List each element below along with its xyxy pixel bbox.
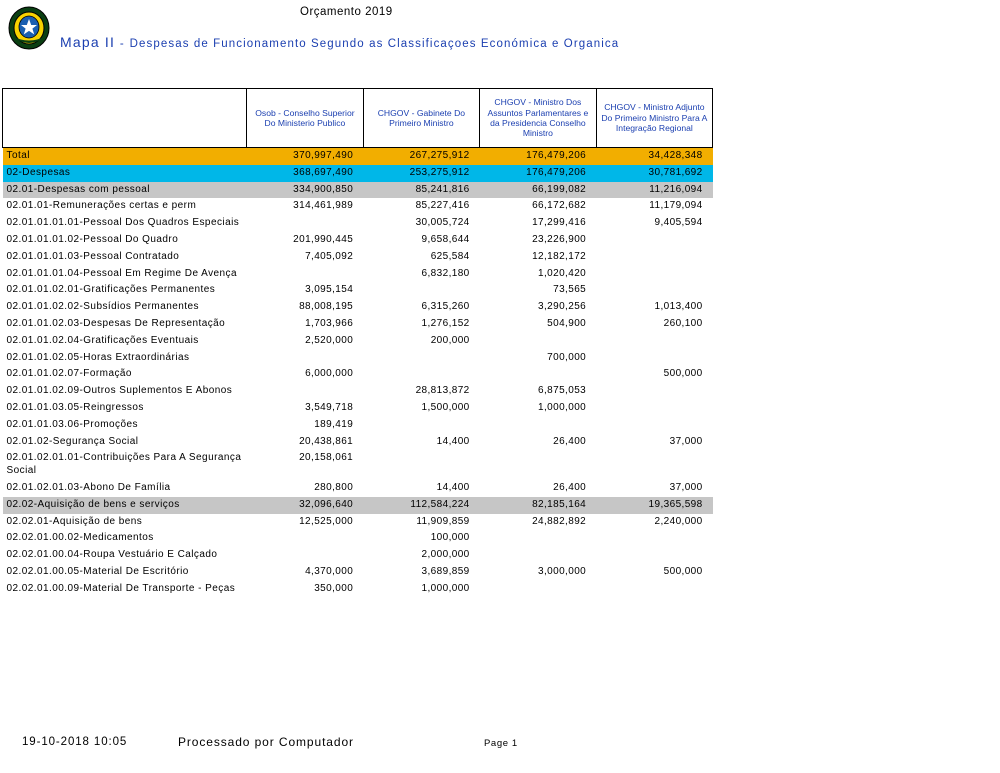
footer-page-number: Page 1 — [484, 738, 518, 749]
row-value: 176,479,206 — [480, 148, 596, 165]
row-description: 02.01.01.02.05-Horas Extraordinárias — [6, 351, 190, 363]
row-value: 314,461,989 — [293, 200, 354, 212]
row-value: 4,370,000 — [305, 565, 354, 577]
table-row — [3, 215, 969, 232]
row-description: 02-Despesas — [3, 165, 247, 182]
row-value — [596, 417, 712, 434]
row-value: 14,400 — [436, 481, 470, 493]
row-value: 3,549,718 — [305, 401, 354, 413]
row-description: 02.02.01.00.04-Roupa Vestuário E Calçado — [6, 549, 218, 561]
row-value: 6,832,180 — [421, 267, 470, 279]
row-value: 37,000 — [669, 435, 703, 447]
report-footer — [0, 730, 1000, 760]
table-row — [3, 383, 969, 400]
row-value: 370,997,490 — [247, 148, 363, 165]
row-description: 02.01.01.02.07-Formação — [6, 368, 132, 380]
row-value: 6,875,053 — [538, 385, 587, 397]
table-row — [3, 299, 969, 316]
row-value — [363, 366, 479, 383]
row-description: 02.01.02.01.01-Contribuições Para A Segurança Social — [6, 452, 242, 477]
row-value: 3,290,256 — [538, 301, 587, 313]
row-value: 334,900,850 — [247, 182, 363, 199]
row-value: 2,520,000 — [305, 334, 354, 346]
row-value: 85,227,416 — [415, 200, 470, 212]
row-spacer — [713, 366, 968, 383]
table-row — [3, 514, 969, 531]
row-spacer — [713, 547, 968, 564]
expenditure-table — [2, 88, 968, 598]
row-description: 02.01.01-Remunerações certas e perm — [6, 200, 197, 212]
row-value: 1,000,000 — [421, 582, 470, 594]
row-value: 100,000 — [430, 532, 470, 544]
row-value: 12,182,172 — [532, 250, 587, 262]
row-value — [363, 417, 479, 434]
row-description: 02.01.01.03.06-Promoções — [6, 418, 138, 430]
row-spacer — [713, 383, 968, 400]
row-value — [596, 333, 712, 350]
table-row — [3, 480, 969, 497]
row-value — [596, 581, 712, 598]
table-row — [3, 547, 969, 564]
table-row — [3, 249, 969, 266]
table-row — [3, 165, 969, 182]
row-value: 1,703,966 — [305, 317, 354, 329]
row-value: 201,990,445 — [293, 233, 354, 245]
table-row — [3, 333, 969, 350]
table-body — [3, 148, 969, 598]
row-value: 11,179,094 — [649, 200, 703, 212]
row-value: 88,008,195 — [299, 301, 354, 313]
row-spacer — [713, 450, 968, 480]
row-value — [596, 232, 712, 249]
row-spacer — [713, 564, 968, 581]
report-header — [0, 0, 1000, 70]
table-row — [3, 266, 969, 283]
map-heading — [60, 34, 619, 50]
row-value: 1,000,000 — [538, 401, 587, 413]
row-value: 85,241,816 — [363, 182, 479, 199]
table-row — [3, 581, 969, 598]
row-spacer — [713, 198, 968, 215]
row-value — [480, 581, 596, 598]
row-description: 02.01.01.01.03-Pessoal Contratado — [6, 250, 180, 262]
row-value — [596, 249, 712, 266]
row-value: 11,909,859 — [416, 515, 470, 527]
row-spacer — [713, 434, 968, 451]
row-value: 19,365,598 — [596, 497, 712, 514]
row-value: 32,096,640 — [247, 497, 363, 514]
row-value: 3,000,000 — [538, 565, 587, 577]
row-value: 500,000 — [663, 368, 703, 380]
row-spacer — [713, 480, 968, 497]
row-spacer — [713, 497, 968, 514]
row-description: 02.02-Aquisição de bens e serviços — [3, 497, 247, 514]
row-value: 20,438,861 — [299, 435, 354, 447]
row-value — [480, 450, 596, 480]
table-row — [3, 232, 969, 249]
row-description: 02.01.01.02.01-Gratificações Permanentes — [6, 284, 216, 296]
row-value: 200,000 — [430, 334, 470, 346]
row-spacer — [713, 417, 968, 434]
row-value — [596, 547, 712, 564]
row-value: 9,405,594 — [654, 217, 703, 229]
row-value: 368,697,490 — [247, 165, 363, 182]
column-header-chgov-adjunto: CHGOV - Ministro Adjunto Do Primeiro Ministro Para A Integração Regional — [596, 89, 712, 148]
row-value: 37,000 — [669, 481, 703, 493]
row-spacer — [713, 266, 968, 283]
row-spacer — [713, 165, 968, 182]
row-spacer — [713, 350, 968, 367]
row-value — [596, 450, 712, 480]
row-spacer — [713, 530, 968, 547]
row-value: 28,813,872 — [415, 385, 470, 397]
row-value — [247, 547, 363, 564]
map-label: Mapa II — [60, 34, 116, 50]
row-value: 350,000 — [314, 582, 354, 594]
row-description: Total — [3, 148, 247, 165]
row-value: 1,500,000 — [421, 401, 470, 413]
row-value — [596, 400, 712, 417]
row-description: 02.01.01.01.01-Pessoal Dos Quadros Especiais — [6, 217, 240, 229]
row-spacer — [713, 333, 968, 350]
row-value — [596, 282, 712, 299]
table-row — [3, 198, 969, 215]
row-value: 6,000,000 — [305, 368, 354, 380]
row-value: 82,185,164 — [480, 497, 596, 514]
map-subtitle: Despesas de Funcionamento Segundo as Classificaçoes Económica e Organica — [129, 38, 620, 50]
row-value: 24,882,892 — [532, 515, 587, 527]
row-value — [596, 530, 712, 547]
row-value — [480, 547, 596, 564]
row-value: 504,900 — [547, 317, 587, 329]
map-dash: - — [119, 38, 125, 50]
column-header-chgov-gabinete: CHGOV - Gabinete Do Primeiro Ministro — [363, 89, 479, 148]
table-row — [3, 564, 969, 581]
row-value: 1,276,152 — [421, 317, 470, 329]
row-value: 34,428,348 — [596, 148, 712, 165]
row-value — [480, 530, 596, 547]
row-description: 02.01.01.01.02-Pessoal Do Quadro — [6, 233, 179, 245]
table-row — [3, 530, 969, 547]
row-value: 267,275,912 — [363, 148, 479, 165]
row-spacer — [713, 581, 968, 598]
row-spacer — [713, 282, 968, 299]
row-value: 280,800 — [314, 481, 354, 493]
table-row — [3, 182, 969, 199]
row-value: 3,689,859 — [421, 565, 470, 577]
row-value: 14,400 — [436, 435, 470, 447]
footer-processed-by: Processado por Computador — [178, 735, 354, 749]
row-value — [596, 383, 712, 400]
table-row — [3, 148, 969, 165]
row-value: 12,525,000 — [299, 515, 354, 527]
row-value — [363, 282, 479, 299]
row-value: 1,020,420 — [538, 267, 587, 279]
row-value — [247, 266, 363, 283]
national-emblem-icon — [8, 6, 50, 50]
row-value: 253,275,912 — [363, 165, 479, 182]
row-description: 02.01.01.02.03-Despesas De Representação — [6, 317, 226, 329]
row-value: 11,216,094 — [596, 182, 712, 199]
table-row — [3, 400, 969, 417]
row-description: 02.01.01.02.09-Outros Suplementos E Abonos — [6, 385, 233, 397]
row-value: 66,172,682 — [532, 200, 587, 212]
row-description: 02.01.02-Segurança Social — [6, 435, 139, 447]
row-value — [596, 266, 712, 283]
row-spacer — [713, 316, 968, 333]
row-value: 73,565 — [553, 284, 587, 296]
row-value — [247, 215, 363, 232]
row-description: 02.01.01.02.04-Gratificações Eventuais — [6, 334, 199, 346]
column-header-osob: Osob - Conselho Superior Do Ministerio Publico — [247, 89, 363, 148]
row-spacer — [713, 232, 968, 249]
budget-title: Orçamento 2019 — [300, 6, 393, 18]
row-description: 02.01.01.01.04-Pessoal Em Regime De Avença — [6, 267, 238, 279]
row-spacer — [713, 182, 968, 199]
table-row — [3, 366, 969, 383]
table-row — [3, 497, 969, 514]
table-row — [3, 282, 969, 299]
row-value — [596, 350, 712, 367]
row-spacer — [713, 514, 968, 531]
row-value: 9,658,644 — [421, 233, 470, 245]
row-value: 500,000 — [663, 565, 703, 577]
row-description: 02.02.01.00.09-Material De Transporte - Peças — [6, 582, 236, 594]
row-value: 176,479,206 — [480, 165, 596, 182]
column-header-chgov-assuntos: CHGOV - Ministro Dos Assuntos Parlamentares e da Presidencia Conselho Ministro — [480, 89, 596, 148]
row-spacer — [713, 299, 968, 316]
row-description: 02.02.01-Aquisição de bens — [6, 515, 143, 527]
table-row — [3, 417, 969, 434]
row-description: 02.02.01.00.02-Medicamentos — [6, 532, 154, 544]
row-description: 02.01.01.02.02-Subsídios Permanentes — [6, 301, 199, 313]
row-value: 30,005,724 — [415, 217, 470, 229]
column-header-spacer — [713, 89, 968, 148]
row-value: 30,781,692 — [596, 165, 712, 182]
row-description: 02.02.01.00.05-Material De Escritório — [6, 565, 189, 577]
row-value: 3,095,154 — [305, 284, 354, 296]
row-description: 02.01.01.03.05-Reingressos — [6, 401, 144, 413]
table-row — [3, 316, 969, 333]
row-value: 625,584 — [430, 250, 470, 262]
table-head — [3, 89, 969, 148]
row-value: 700,000 — [547, 351, 587, 363]
row-value — [363, 350, 479, 367]
row-value — [247, 383, 363, 400]
row-value — [480, 366, 596, 383]
row-value: 260,100 — [663, 317, 703, 329]
column-header-description — [3, 89, 247, 148]
row-spacer — [713, 215, 968, 232]
table-row — [3, 350, 969, 367]
row-value: 1,013,400 — [654, 301, 703, 313]
row-spacer — [713, 400, 968, 417]
row-value: 23,226,900 — [532, 233, 587, 245]
row-value: 17,299,416 — [532, 217, 587, 229]
row-description: 02.01.02.01.03-Abono De Família — [6, 481, 171, 493]
table-row — [3, 450, 969, 480]
row-value: 26,400 — [553, 481, 587, 493]
row-spacer — [713, 249, 968, 266]
row-value: 26,400 — [553, 435, 587, 447]
row-value: 7,405,092 — [305, 250, 354, 262]
row-value: 20,158,061 — [299, 452, 354, 464]
row-value — [480, 333, 596, 350]
row-value — [480, 417, 596, 434]
row-spacer — [713, 148, 968, 165]
row-description: 02.01-Despesas com pessoal — [3, 182, 247, 199]
row-value — [247, 530, 363, 547]
table-header-row — [3, 89, 969, 148]
footer-date: 19-10-2018 10:05 — [22, 736, 128, 748]
table-row — [3, 434, 969, 451]
row-value: 112,584,224 — [363, 497, 479, 514]
row-value: 66,199,082 — [480, 182, 596, 199]
row-value — [247, 350, 363, 367]
row-value — [363, 450, 479, 480]
row-value: 6,315,260 — [421, 301, 470, 313]
row-value: 2,000,000 — [421, 549, 470, 561]
row-value: 2,240,000 — [654, 515, 703, 527]
row-value: 189,419 — [314, 418, 354, 430]
